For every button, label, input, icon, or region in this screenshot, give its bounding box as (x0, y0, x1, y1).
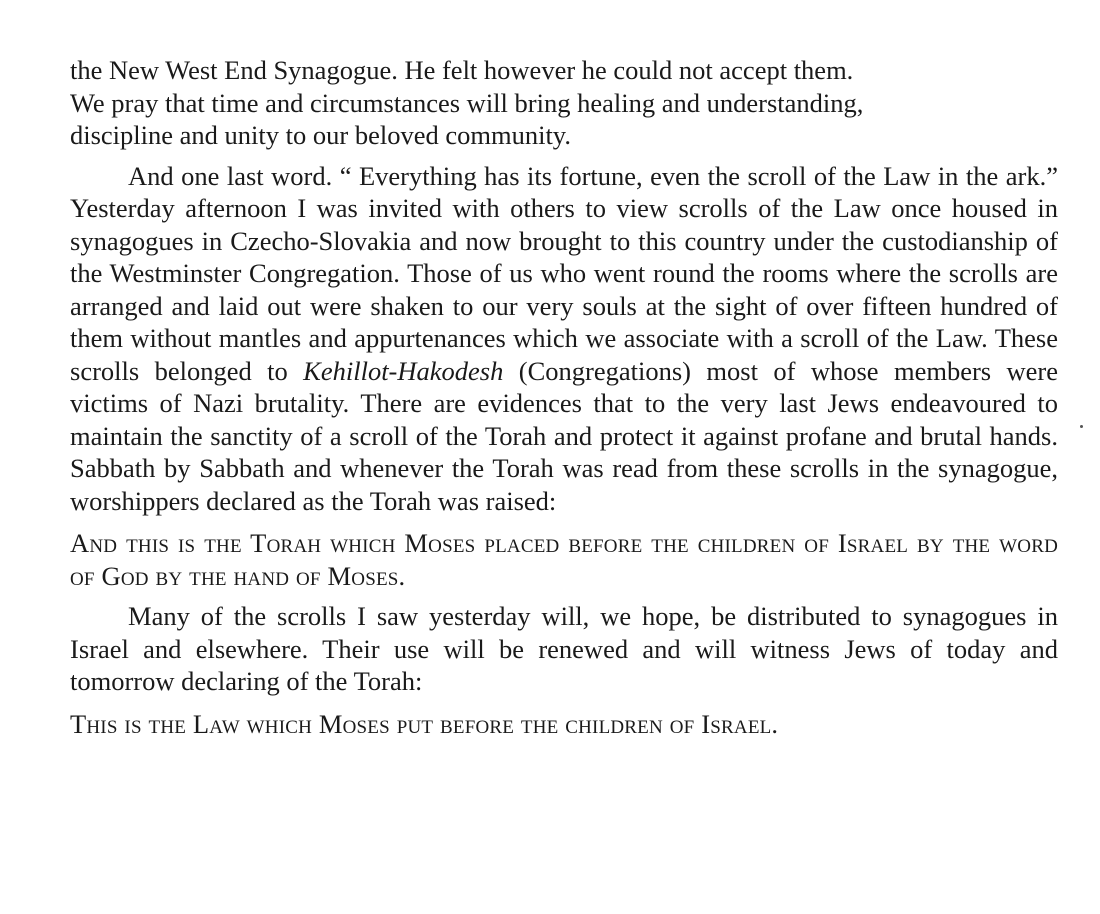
paragraph-continuation (70, 54, 1058, 152)
paragraph-text: (Congregations) most of whose members were victims of Nazi brutality. There are evidences that to the very last Jews endeavoured to maintain the sanctity of a scroll of the Torah and protect it against profane and brutal hands. Sabbath by Sabbath and whenever the Torah was read from these scrolls in the synagogue, worshippers declared as the Torah was raised: (70, 355, 1058, 516)
text-line: discipline and unity to our beloved community. (70, 120, 571, 150)
scan-speck (1080, 425, 1083, 428)
verse-quote-closing: This is the Law which Moses put before the children of Israel. (70, 708, 779, 739)
italic-term: Kehillot-Hakodesh (303, 355, 504, 386)
document-page (70, 54, 1058, 740)
verse-quote: And this is the Torah which Moses placed before the children of Israel by the word of God by the hand of Moses. (70, 528, 1058, 591)
paragraph-text: And one last word. “ Everything has its fortune, even the scroll of the Law in the ark.” Yesterday afternoon I was invited with others to view scrolls of the Law once housed in synagogues in Czecho-Slovakia and now brought to this country under the custodianship of the Westminster Congregation. Those of us who went round the rooms where the scrolls are arranged and laid out were shaken to our very souls at the sight of over fifteen hundred of them without mantles and appurtenances which we associate with a scroll of the Law. These scrolls belonged to (70, 160, 1058, 386)
paragraph-scrolls (70, 160, 1058, 518)
text-line: the New West End Synagogue. He felt however he could not accept them. (70, 55, 854, 85)
paragraph-distribution: Many of the scrolls I saw yesterday will, we hope, be distributed to synagogues in Israel and elsewhere. Their use will be renewed and will witness Jews of today and tomorrow declaring of the Torah: (70, 601, 1058, 696)
text-line: We pray that time and circumstances will bring healing and understanding, (70, 87, 864, 118)
